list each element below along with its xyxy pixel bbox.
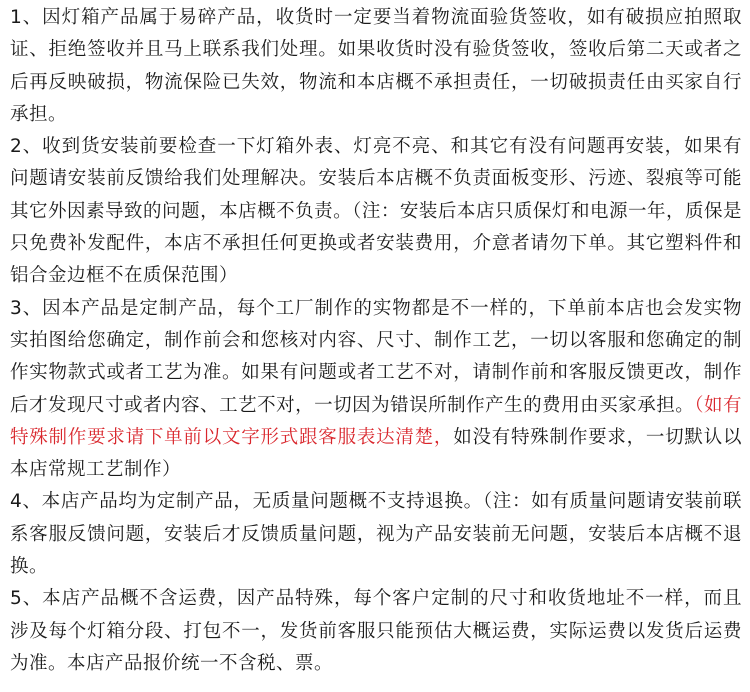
term-3-red-warning: （如有特殊制作要求请下单前以文字形式跟客服表达清楚， bbox=[10, 394, 742, 448]
term-1-breakage-inspection: 1、因灯箱产品属于易碎产品，收货时一定要当着物流面验货签收，如有破损应拍照取证、拒绝签收并且马上联系我们处理。如果收货时没有验货签收，签收后第二天或者之后再反映破损，物流保险已失效，物流和本店概不承担责任，一切破损责任由买家自行承担。 bbox=[10, 7, 742, 125]
term-4-no-returns: 4、本店产品均为定制产品，无质量问题概不支持退换。（注：如有质量问题请安装前联系客服反馈问题，安装后才反馈质量问题，视为产品安装前无问题，安装后本店概不退换。 bbox=[10, 491, 742, 578]
term-3-text: 3、因本产品是定制产品，每个工厂制作的实物都是不一样的，下单前本店也会发实物实拍图给您确定，制作前会和您核对内容、尺寸、制作工艺，一切以客服和您确定的制作实物款式或者工艺为准。如果有问题或者工艺不对，请制作前和客服反馈更改，制作后才发现尺寸或者内容、工艺不对，一切因为错误所制作产生的费用由买家承担。 bbox=[10, 297, 742, 416]
term-3-custom-product bbox=[10, 293, 742, 487]
term-5-shipping-fees: 5、本店产品概不含运费，因产品特殊，每个客户定制的尺寸和收货地址不一样，而且涉及每个灯箱分段、打包不一，发货前客服只能预估大概运费，实际运费以发货后运费为准。本店产品报价统一不含税、票。 bbox=[10, 588, 742, 674]
term-2-install-check: 2、收到货安装前要检查一下灯箱外表、灯亮不亮、和其它有没有问题再安装，如果有问题请安装前反馈给我们处理解决。安装后本店概不负责面板变形、污迹、裂痕等可能其它外因素导致的问题，本店概不负责。（注：安装后本店只质保灯和电源一年，质保是只免费补发配件，本店不承担任何更换或者安装费用，介意者请勿下单。其它塑料件和铝合金边框不在质保范围） bbox=[10, 136, 742, 287]
term-3-default-note: 如没有特殊制作要求，一切默认以本店常规工艺制作） bbox=[10, 426, 742, 481]
